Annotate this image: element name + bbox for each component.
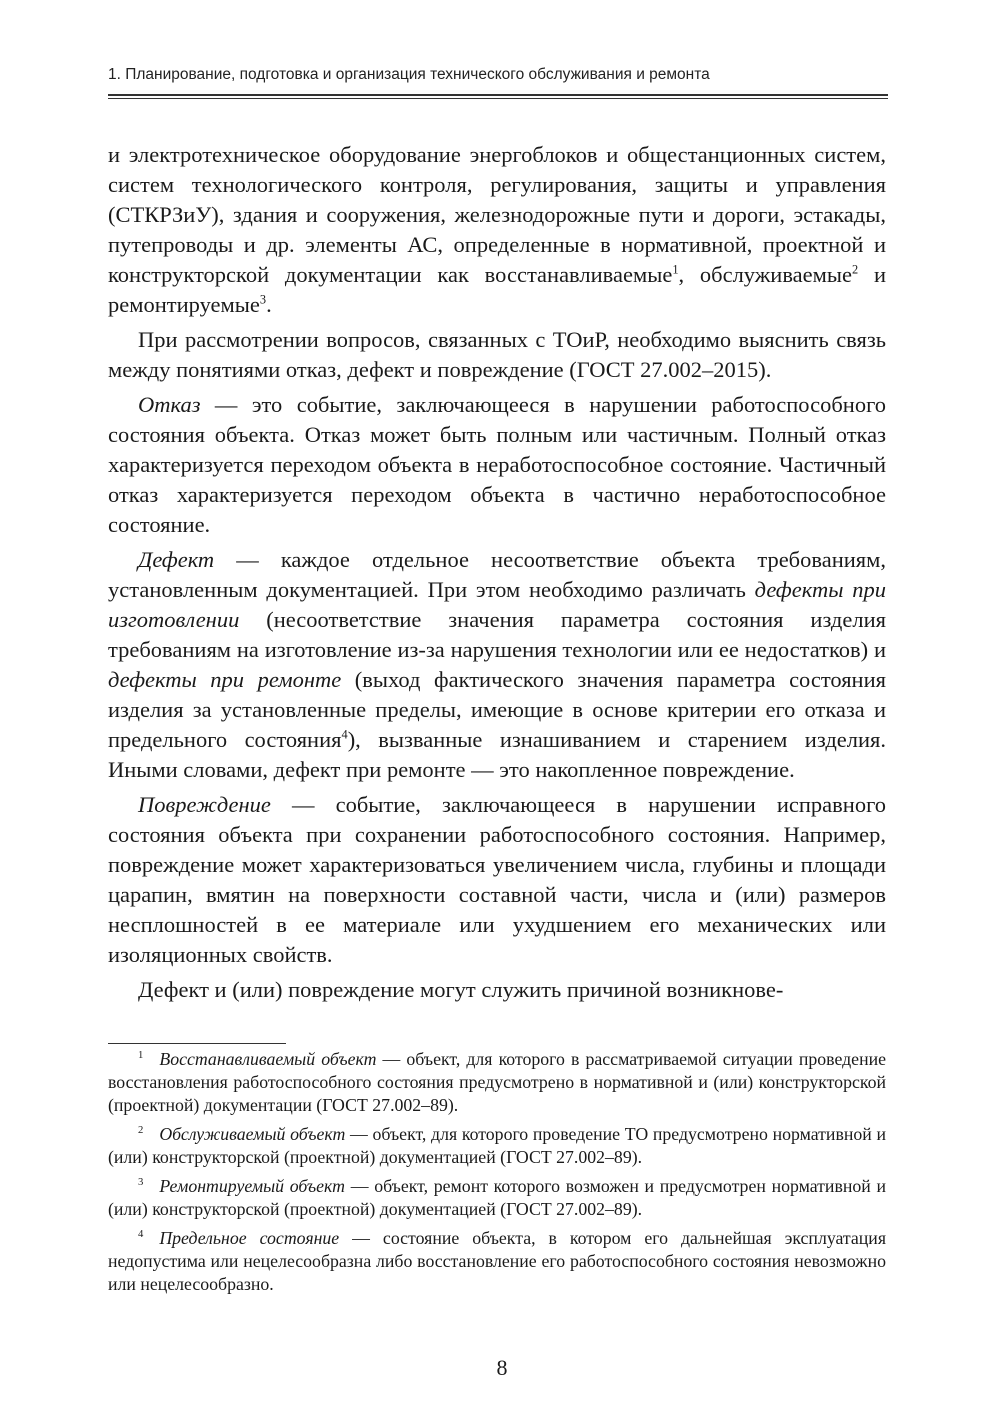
header-rule-thick [108,94,888,96]
term-defekt: Дефект [138,547,215,572]
paragraph-1-end: . [266,292,272,317]
paragraph-2: При рассмотрении вопросов, связанных с ТОиР, необходимо выяснить связь между понятиями отказ, дефект и повреждение (ГОСТ 27.002–2015). [108,327,886,382]
paragraph-4 [108,545,886,785]
footnote-1 [108,1048,886,1117]
paragraph-5 [108,790,886,970]
paragraph-3 [108,390,886,540]
header-rule-thin [108,98,888,99]
paragraph-4-text-1: — каждое отдельное несоответствие объекта требованиям, установленным документацией. При этом необходимо различать [108,547,886,602]
running-header: 1. Планирование, подготовка и организация технического обслуживания и ремонта [108,66,710,83]
footnote-term: Восстанавливаемый объект [159,1049,377,1069]
footnote-ref-2: 2 [852,262,859,277]
paragraph-4-text-3: (выход фактического значения параметра состояния изделия за установленные пределы, имеющие в основе критерии его отказа и предельного состояния [108,667,886,752]
footnote-2 [108,1123,886,1169]
footnote-4 [108,1227,886,1296]
paragraph-4-text-2: (несоответствие значения параметра состояния изделия требованиям на изготовление из-за нарушения технологии или ее недостатков) и [108,607,886,662]
term-otkaz: Отказ [138,392,201,417]
paragraph-1-text-3: и ремонтируемые [108,262,887,317]
footnote-separator [108,1043,286,1044]
footnote-term: Ремонтируемый объект [159,1176,345,1196]
footnote-text: — объект, ремонт которого возможен и предусмотрен нормативной и (или) конструкторской (проектной) документацией (ГОСТ 27.002–89). [108,1176,886,1219]
footnote-number: 2 [138,1124,144,1137]
footnote-text: — объект, для которого в рассматриваемой ситуации проведение восстановления работоспособного состояния предусмотрено в нормативной и (или) конструкторской (проектной) документации (ГОСТ 27.002–89). [108,1049,886,1115]
main-text [108,140,886,1005]
term-povrezhdenie: Повреждение [138,792,271,817]
paragraph-4-text-4: ), вызванные изнашиванием и старением изделия. Иными словами, дефект при ремонте — это накопленное повреждение. [108,727,886,782]
paragraph-1-text-2: , обслуживаемые [678,262,852,287]
page-number: 8 [496,1355,508,1380]
paragraph-1 [108,140,886,320]
footnote-number: 3 [138,1176,144,1189]
footnote-number: 1 [138,1049,144,1062]
footnote-3 [108,1175,886,1221]
paragraph-6: Дефект и (или) повреждение могут служить причиной возникнове- [138,977,784,1002]
footnote-text: — состояние объекта, в котором его дальнейшая эксплуатация недопустима или нецелесообразна либо восстановление его работоспособного состояния невозможно или нецелесообразно. [108,1228,886,1294]
paragraph-5-text: — событие, заключающееся в нарушении исправного состояния объекта при сохранении работоспособного состояния. Например, повреждение может характеризоваться увеличением числа, глубины и площади царапин, вмятин на поверхности составной части, числа и (или) размеров несплошностей в ее материале или ухудшением его механических или изоляционных свойств. [108,792,886,967]
footnote-number: 4 [138,1228,144,1241]
paragraph-3-text: — это событие, заключающееся в нарушении работоспособного состояния объекта. Отказ может быть полным или частичным. Полный отказ характеризуется переходом объекта в неработоспособное состояние. Частичный отказ характеризуется переходом объекта в частично неработоспособное состояние. [108,392,886,537]
footnotes [108,1048,886,1302]
term-defekty-remont: дефекты при ремонте [108,667,342,692]
footnote-text: — объект, для которого проведение ТО предусмотрено нормативной и (или) конструкторской (проектной) документацией (ГОСТ 27.002–89). [108,1124,886,1167]
paragraph-1-text: и электротехническое оборудование энергоблоков и общестанционных систем, систем технологического контроля, регулирования, защиты и управления (СТКРЗиУ), здания и сооружения, железнодорожные пути и дороги, эстакады, путепроводы и др. элементы АС, определенные в нормативной, проектной и конструкторской документации как восстанавливаемые [108,142,886,287]
term-defekty-izgotovlenie: дефекты при изготовлении [108,577,886,632]
footnote-term: Предельное состояние [159,1228,340,1248]
footnote-ref-1: 1 [672,262,679,277]
footnote-term: Обслуживаемый объект [159,1124,346,1144]
footnote-ref-4: 4 [341,727,348,742]
footnote-ref-3: 3 [259,292,267,307]
